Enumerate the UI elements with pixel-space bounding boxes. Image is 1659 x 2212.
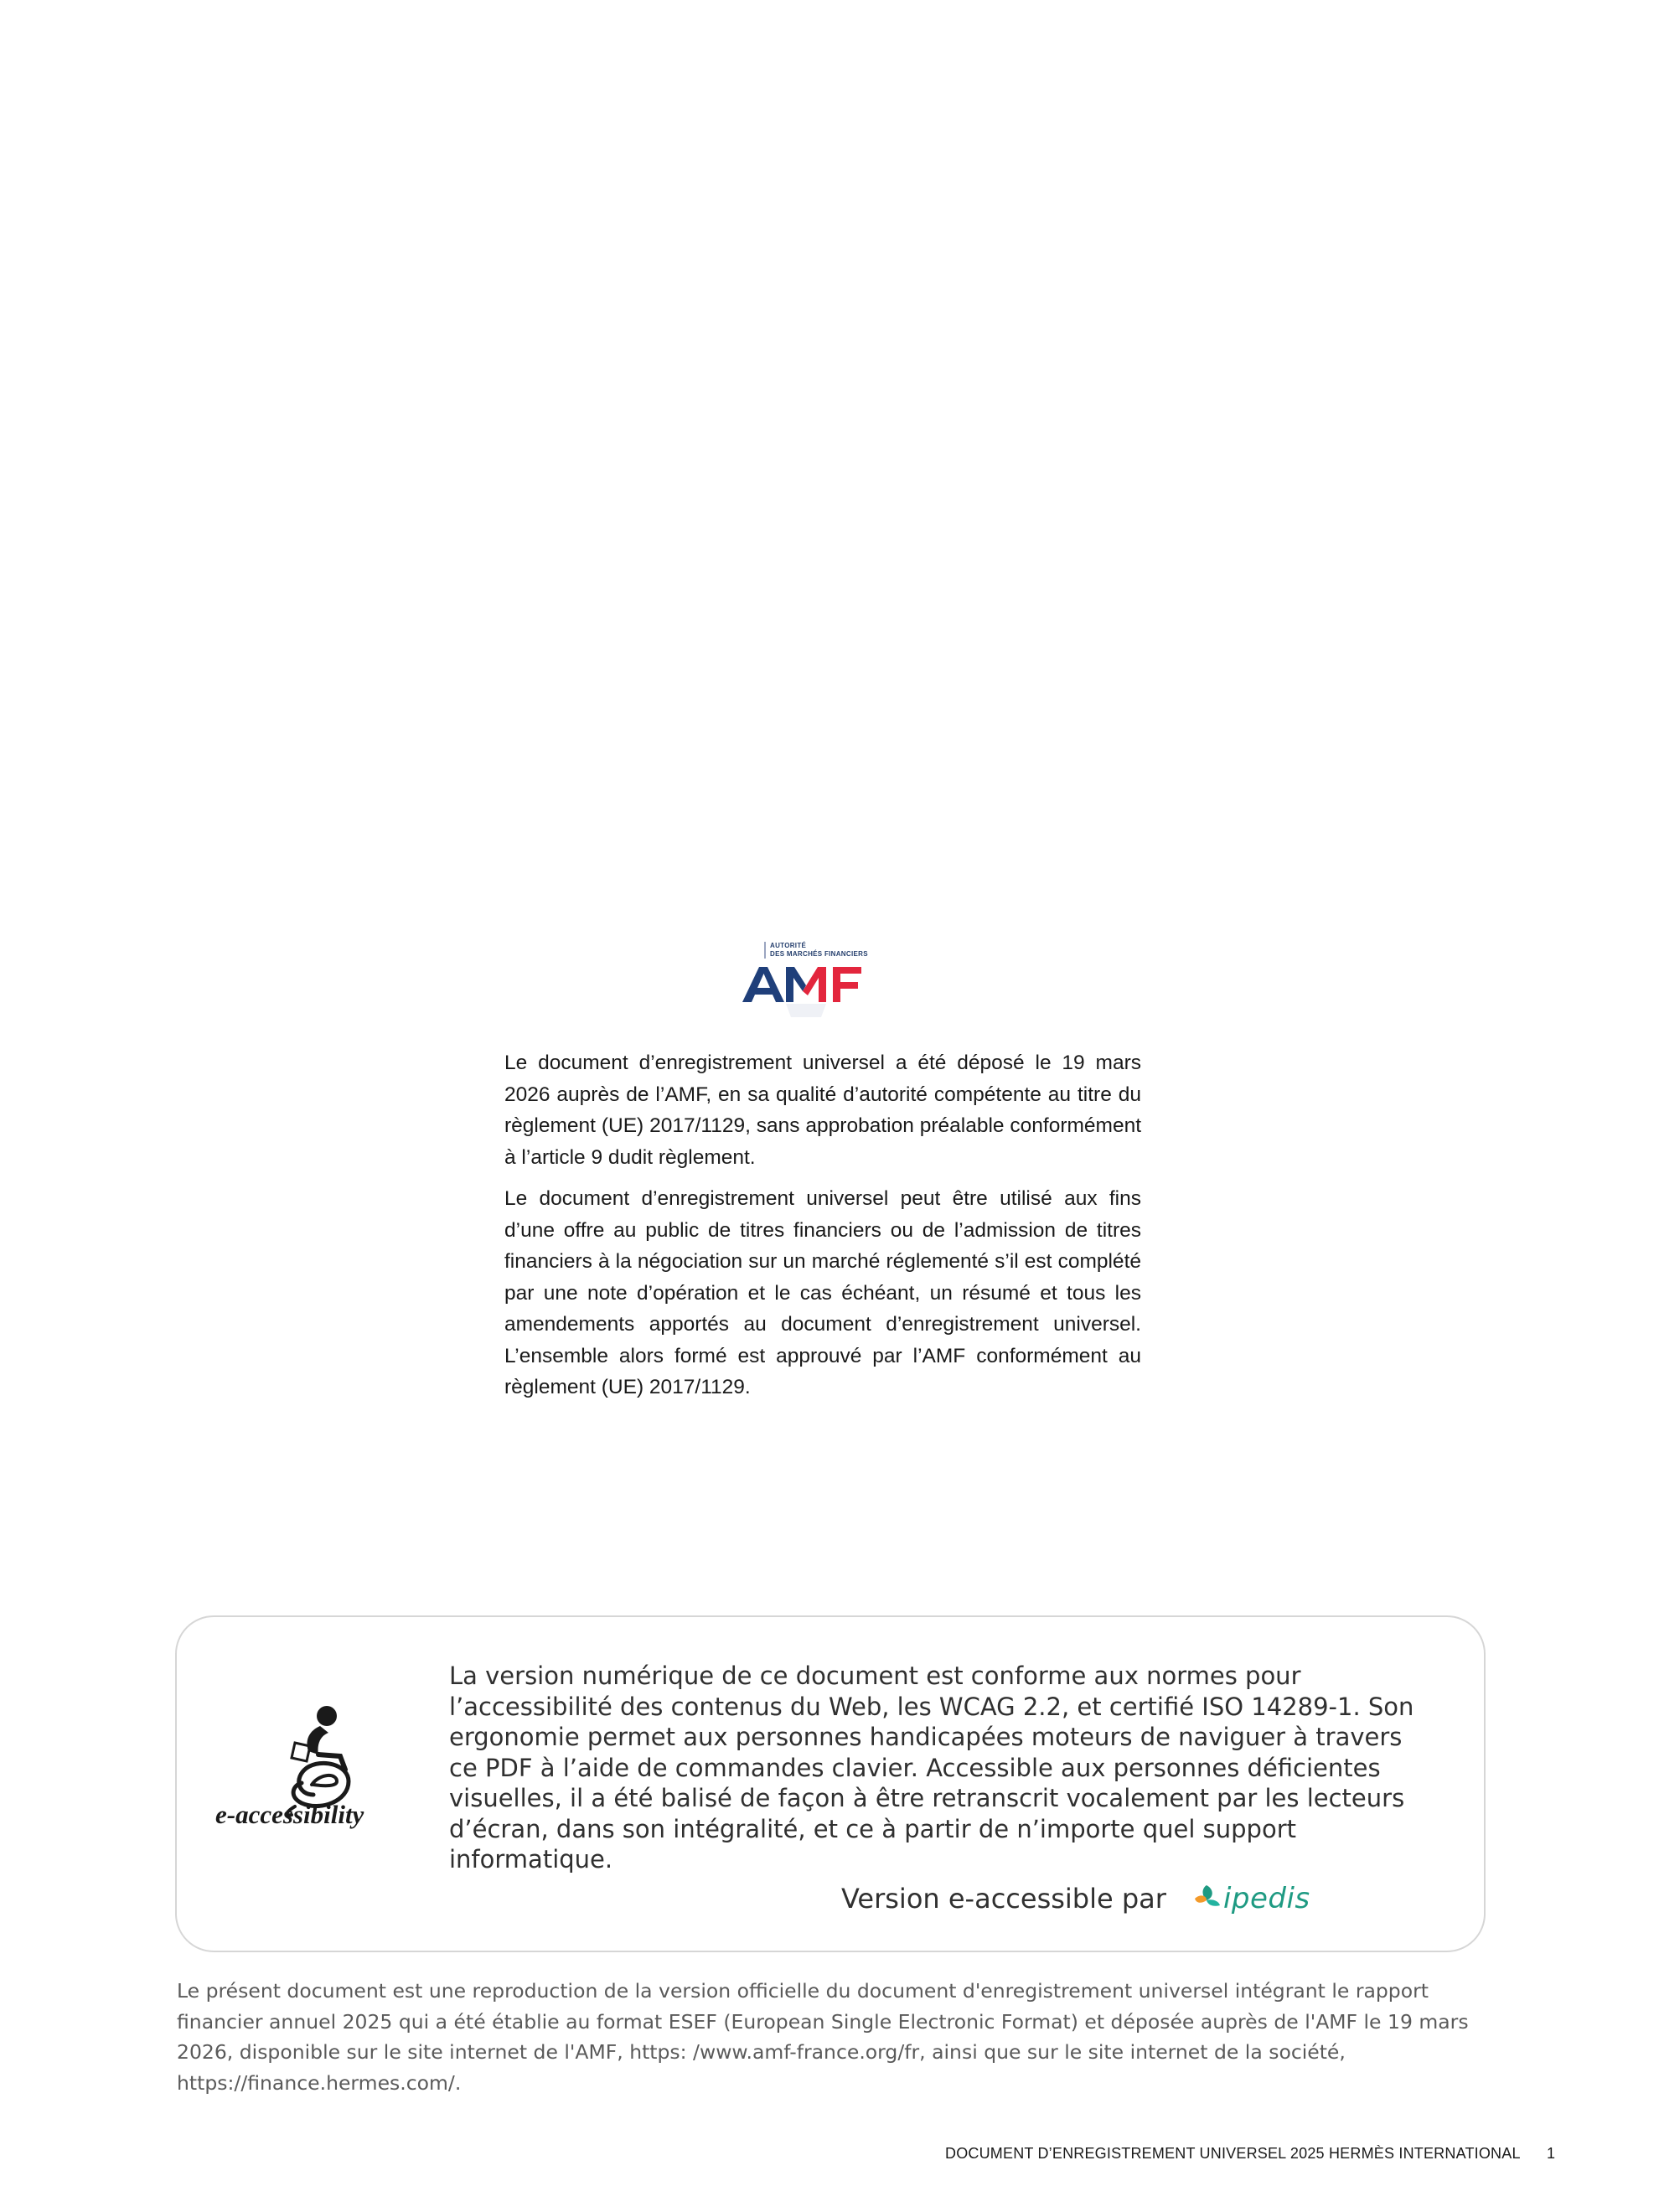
ipedis-leaf-icon	[1191, 1882, 1222, 1915]
amf-tagline	[764, 942, 868, 959]
legal-notice	[504, 1047, 1141, 1414]
ipedis-name: ipedis	[1222, 1882, 1310, 1915]
amf-wordmark-icon	[741, 964, 888, 1022]
accessibility-box	[175, 1615, 1486, 1952]
accessibility-credit	[841, 1882, 1310, 1915]
legal-paragraph-usage: Le document d’enregistrement universel peut être utilisé aux fins d’une offre au public de titres financiers ou de l’admission de titres financiers à la négociation sur un marché réglementé s’il est complété par une note d’opération et le cas échéant, un résumé et tous les amendements apportés au document d’enregistrement universel. L’ensemble alors formé est approuvé par l’AMF conformément au règlement (UE) 2017/1129.	[504, 1187, 1141, 1398]
page-number: 1	[1547, 2145, 1556, 2162]
e-accessibility-label: e-accessibility	[215, 1800, 364, 1829]
accessibility-credit-label: Version e-accessible par	[841, 1883, 1166, 1915]
page-footer-title: DOCUMENT D’ENREGISTREMENT UNIVERSEL 2025 HERMÈS INTERNATIONAL	[945, 2145, 1521, 2162]
ipedis-logo	[1191, 1882, 1310, 1915]
amf-logo	[741, 940, 888, 1024]
reproduction-note: Le présent document est une reproduction de la version officielle du document d'enregistrement universel intégrant le rapport financier annuel 2025 qui a été établie au format ESEF (European Single Electronic Format) et déposée auprès de l'AMF le 19 mars 2026, disponible sur le site internet de l'AMF, https: /www.amf-france.org/fr, ainsi que sur le site internet de la société, https://finance.hermes.com/.	[177, 1979, 1469, 2095]
amf-tagline-line2: DES MARCHÉS FINANCIERS	[770, 950, 868, 958]
accessibility-statement: La version numérique de ce document est conforme aux normes pour l’accessibilité des contenus du Web, les WCAG 2.2, et certifié ISO 14289-1. Son ergonomie permet aux personnes handicapées moteurs de naviguer à travers ce PDF à l’aide de commandes clavier. Accessible aux personnes déficientes visuelles, il a été balisé de façon à être retranscrit vocalement par les lecteurs d’écran, dans son intégralité, et ce à partir de n’importe quel support informatique.	[449, 1662, 1414, 1873]
legal-paragraph-deposit: Le document d’enregistrement universel a été déposé le 19 mars 2026 auprès de l’AMF, en sa qualité d’autorité compétente au titre du règlement (UE) 2017/1129, sans approbation préalable conformément à l’article 9 dudit règlement.	[504, 1052, 1141, 1169]
amf-tagline-line1: AUTORITÉ	[770, 942, 807, 949]
